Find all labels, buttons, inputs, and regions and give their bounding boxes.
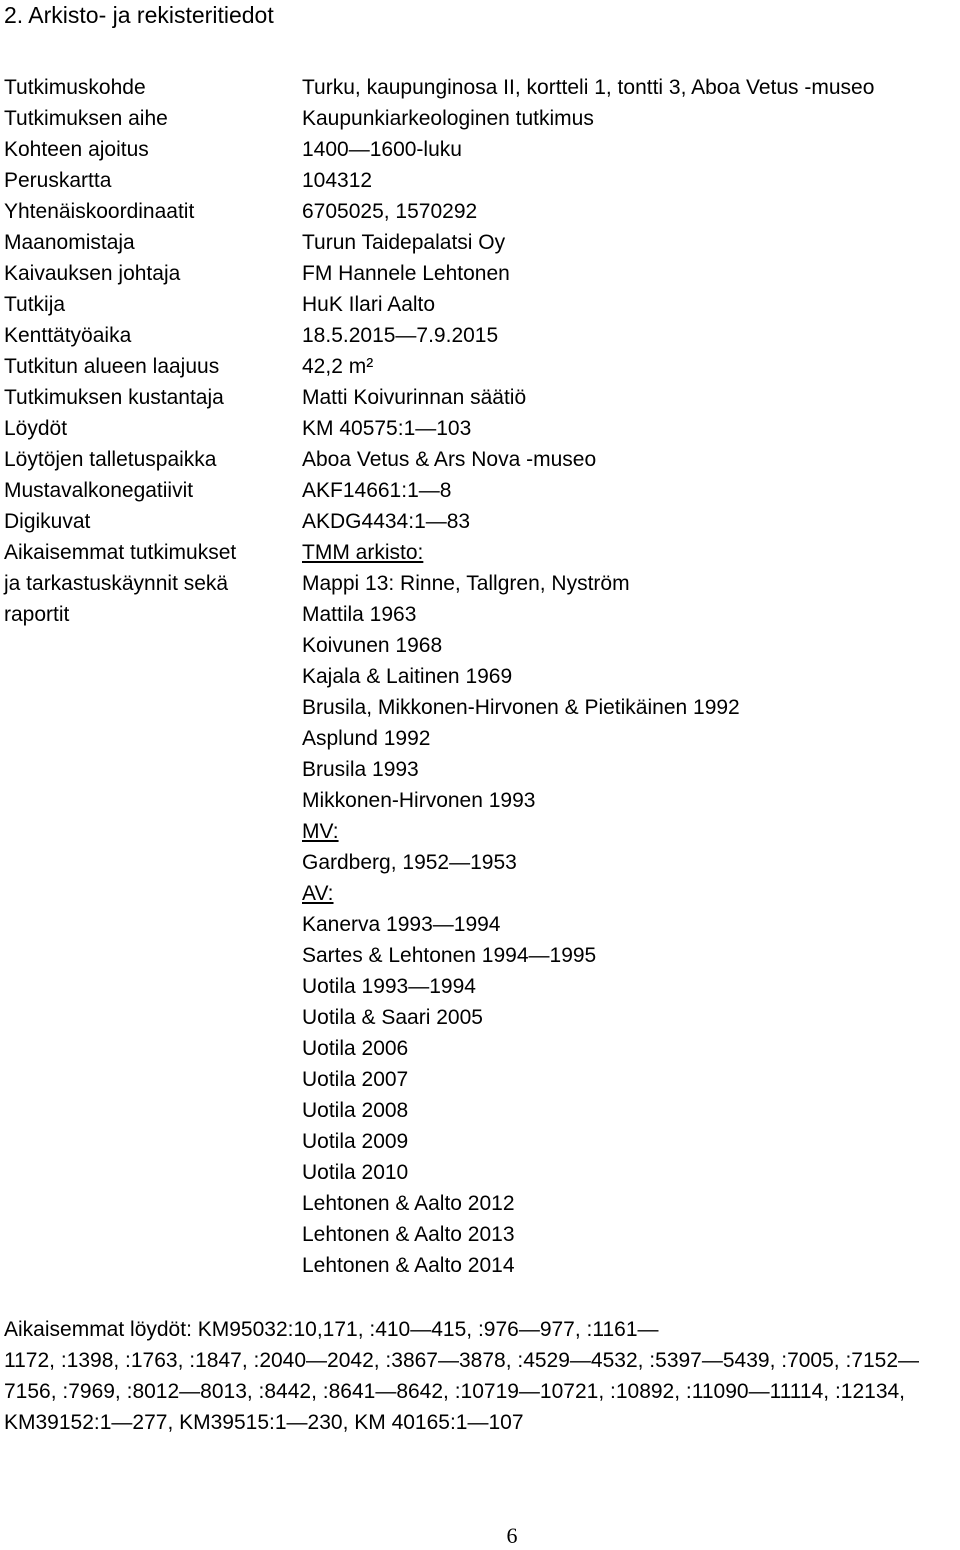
row-value: 18.5.2015—7.9.2015 <box>302 324 499 347</box>
row-label: Löytöjen talletuspaikka <box>4 448 217 471</box>
row-value: Mattila 1963 <box>302 603 417 626</box>
table-row <box>0 289 960 320</box>
row-label: Kohteen ajoitus <box>4 138 149 161</box>
table-row <box>0 382 960 413</box>
list-item: Uotila 2006 <box>302 1037 409 1060</box>
row-label: Tutkija <box>4 293 66 316</box>
list-item: Brusila 1993 <box>302 758 419 781</box>
list-item: Uotila & Saari 2005 <box>302 1006 483 1029</box>
list-item: Uotila 1993—1994 <box>302 975 476 998</box>
table-row <box>0 258 960 289</box>
table-row <box>0 506 960 537</box>
paragraph-line: 1172, :1398, :1763, :1847, :2040—2042, :3867—3878, :4529—4532, :5397—5439, :7005, :7152— <box>4 1349 920 1372</box>
table-row <box>0 599 960 630</box>
page-number: 6 <box>506 1523 518 1548</box>
list-item: Lehtonen & Aalto 2014 <box>302 1254 515 1277</box>
row-label: Digikuvat <box>4 510 91 533</box>
table-row <box>0 196 960 227</box>
list-item: Uotila 2009 <box>302 1130 409 1153</box>
table-row <box>0 227 960 258</box>
table-row <box>0 165 960 196</box>
table-row <box>0 568 960 599</box>
row-label: Tutkimuksen kustantaja <box>4 386 224 409</box>
row-label: Aikaisemmat tutkimukset <box>4 541 237 564</box>
list-item: Koivunen 1968 <box>302 634 443 657</box>
row-value: 104312 <box>302 169 373 192</box>
list-item: Kajala & Laitinen 1969 <box>302 665 513 688</box>
row-value: FM Hannele Lehtonen <box>302 262 510 285</box>
row-label: raportit <box>4 603 70 626</box>
section-heading: 2. Arkisto- ja rekisteritiedot <box>4 2 274 28</box>
row-value: AKF14661:1—8 <box>302 479 452 502</box>
list-item: Kanerva 1993—1994 <box>302 913 501 936</box>
table-row <box>0 351 960 382</box>
row-label: Tutkitun alueen laajuus <box>4 355 220 378</box>
row-value: 1400—1600-luku <box>302 138 462 161</box>
list-item: Brusila, Mikkonen-Hirvonen & Pietikäinen 1992 <box>302 696 740 719</box>
table-row <box>0 537 960 568</box>
row-label: Tutkimuskohde <box>4 76 146 99</box>
table-row <box>0 134 960 165</box>
row-label: Peruskartta <box>4 169 112 192</box>
archive-heading-av: AV: <box>302 882 334 905</box>
list-item: Gardberg, 1952—1953 <box>302 851 517 874</box>
row-value: Turun Taidepalatsi Oy <box>302 231 506 254</box>
table-row <box>0 72 960 103</box>
table-row <box>0 103 960 134</box>
row-value: AKDG4434:1—83 <box>302 510 471 533</box>
row-value: Turku, kaupunginosa II, kortteli 1, tontti 3, Aboa Vetus -museo <box>302 76 875 99</box>
row-value: Aboa Vetus & Ars Nova -museo <box>302 448 597 471</box>
table-row <box>0 444 960 475</box>
earlier-finds-paragraph <box>4 1314 958 1438</box>
list-item: Uotila 2007 <box>302 1068 409 1091</box>
table-row <box>0 413 960 444</box>
list-item: Uotila 2008 <box>302 1099 409 1122</box>
row-value: Mappi 13: Rinne, Tallgren, Nyström <box>302 572 630 595</box>
paragraph-line: Aikaisemmat löydöt: KM95032:10,171, :410—415, :976—977, :1161— <box>4 1318 659 1341</box>
row-value: KM 40575:1—103 <box>302 417 472 440</box>
row-label: Mustavalkonegatiivit <box>4 479 194 502</box>
row-value: Kaupunkiarkeologinen tutkimus <box>302 107 594 130</box>
list-item: Uotila 2010 <box>302 1161 409 1184</box>
paragraph-line: KM39152:1—277, KM39515:1—230, KM 40165:1—107 <box>4 1411 524 1434</box>
table-row <box>0 475 960 506</box>
row-label: Tutkimuksen aihe <box>4 107 168 130</box>
row-label: Löydöt <box>4 417 68 440</box>
row-value: Matti Koivurinnan säätiö <box>302 386 527 409</box>
row-label: Kaivauksen johtaja <box>4 262 181 285</box>
row-value: 42,2 m² <box>302 355 374 378</box>
list-item: Lehtonen & Aalto 2013 <box>302 1223 515 1246</box>
row-value: 6705025, 1570292 <box>302 200 478 223</box>
row-value: TMM arkisto: <box>302 541 424 564</box>
row-label: Maanomistaja <box>4 231 135 254</box>
table-row <box>0 320 960 351</box>
row-label: Kenttätyöaika <box>4 324 132 347</box>
list-item: Sartes & Lehtonen 1994—1995 <box>302 944 597 967</box>
row-value: HuK Ilari Aalto <box>302 293 436 316</box>
list-item: Asplund 1992 <box>302 727 431 750</box>
paragraph-line: 7156, :7969, :8012—8013, :8442, :8641—8642, :10719—10721, :10892, :11090—11114, :12134, <box>4 1380 906 1403</box>
archive-heading-mv: MV: <box>302 820 339 843</box>
list-item: Mikkonen-Hirvonen 1993 <box>302 789 536 812</box>
row-label: Yhtenäiskoordinaatit <box>4 200 195 223</box>
list-item: Lehtonen & Aalto 2012 <box>302 1192 515 1215</box>
row-label: ja tarkastuskäynnit sekä <box>4 572 229 595</box>
